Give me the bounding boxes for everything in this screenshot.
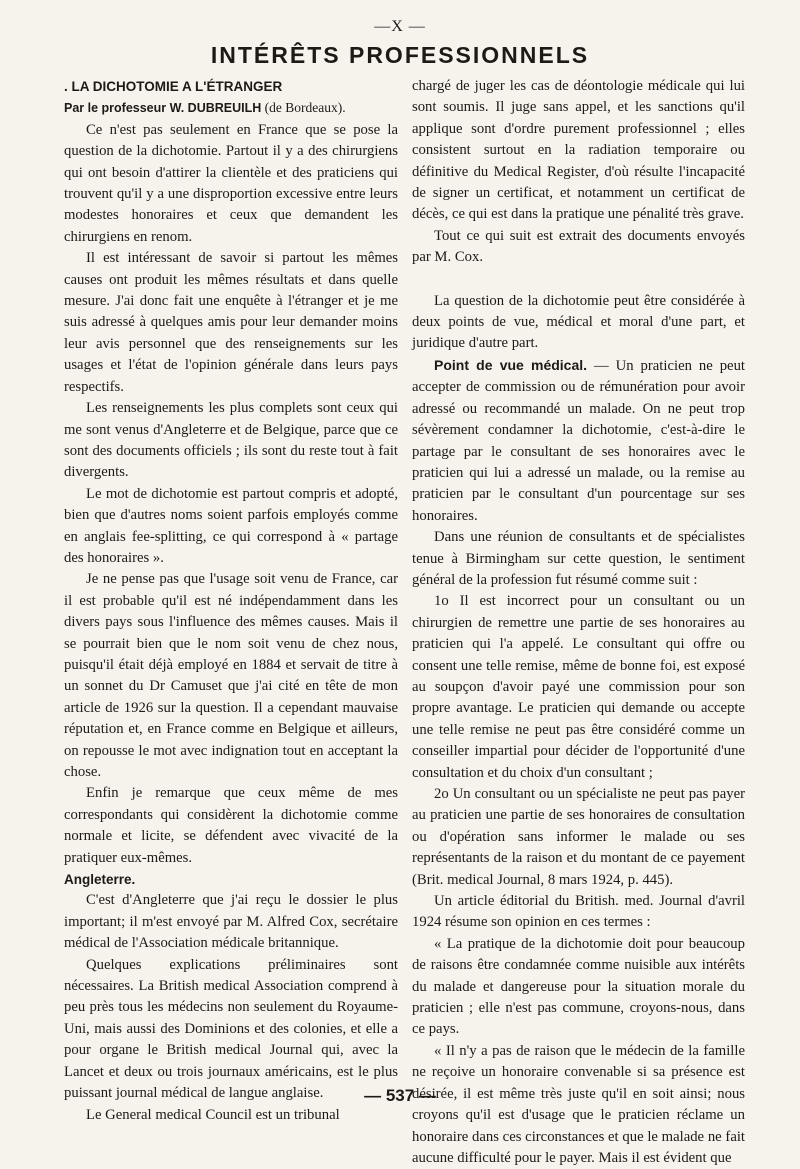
article-title: . LA DICHOTOMIE A L'ÉTRANGER [64, 79, 283, 94]
paragraph: La question de la dichotomie peut être considérée à deux points de vue, médical et moral d'une part, et juridique d'autre part. [412, 292, 745, 352]
paragraph: « La pratique de la dichotomie doit pour beaucoup de raisons être condamnée comme nuisible aux intérêts du malade et dangereuse pour la situation morale du praticien ; elle n'est pas commune, croyons-nous, dans ce pays. [412, 935, 745, 1038]
article-byline [64, 97, 398, 119]
paragraph: Quelques explications préliminaires sont nécessaires. La British medical Association comprend à peu près tous les médecins non seulement du Royaume-Uni, mais aussi des Dominions et des colonies, et elle a pour organe le British medical Journal qui, avec la Lancet et deux ou trois journaux américains, est le plus puissant journal médical de langue anglaise. [64, 956, 398, 1102]
paragraph: Je ne pense pas que l'usage soit venu de France, car il est probable qu'il est né indépendamment dans les divers pays sous l'influence des mêmes causes. Mais il se pourrait bien que le nom soit venu de chez nous, puisqu'il était déjà employé en 1884 et servait de titre à un sonnet du Dr Camuset que j'ai cité en tête de mon article de 1926 sur la question. Il a cependant mauvaise réputation et, en France comme en Belgique et ailleurs, on repousse le mot avec indignation tout en acceptant la chose. [64, 571, 398, 780]
paragraph: Le mot de dichotomie est partout compris et adopté, bien que d'autres noms soient parfois employés comme en anglais fee-splitting, ce qui correspond à « partage des honoraires ». [64, 485, 398, 566]
top-ornament: —X — [374, 18, 426, 35]
section-title: INTÉRÊTS PROFESSIONNELS [210, 42, 590, 68]
paragraph: C'est d'Angleterre que j'ai reçu le dossier le plus important; il m'est envoyé par M. Alfred Cox, secrétaire médical de l'Association médicale britannique. [64, 892, 398, 952]
section-heading-angleterre: Angleterre. [64, 872, 136, 888]
paragraph: Dans une réunion de consultants et de spécialistes tenue à Birmingham sur cette question, le sentiment général de la profession fut résumé comme suit : [412, 529, 745, 588]
paragraph: Ce n'est pas seulement en France que se pose la question de la dichotomie. Partout il y a des chirurgiens qui ont besoin d'attirer la clientèle et des praticiens qui trouvent qu'il y a une disproportion excessive entre leurs modestes honoraires et ceux que demandent les chirurgiens en renom. [64, 121, 398, 245]
paragraph: Un article éditorial du British. med. Journal d'avril 1924 résume son opinion en ces termes : [412, 893, 745, 931]
paragraph: Tout ce qui suit est extrait des documents envoyés par M. Cox. [412, 227, 745, 266]
paragraph: 1o Il est incorrect pour un consultant ou un chirurgien de remettre une partie de ses honoraires au praticien qui l'a appelé. Le consultant qui offre ou consent une telle remise, même de bonne foi, est exposé au soupçon d'avoir payé une commission pour son propre avantage. Le praticien qui demande ou accepte une telle remise ne peut pas être considéré comme un conseiller impartial pour décider de l'opportunité d'une consultation et du choix d'un consultant ; [412, 593, 745, 781]
paragraph: « Il n'y a pas de raison que le médecin de la famille ne reçoive un honoraire convenable si sa présence est désirée, il est même très juste qu'il en soit ainsi; nous croyons qu'il est d'usage que le praticien réclame un honoraire dans ces circonstances et que le malade ne fait aucune difficulté pour le payer. Mais il est évident que [412, 1042, 745, 1166]
author-name: W. DUBREUILH [169, 101, 262, 116]
left-column [64, 76, 398, 1126]
right-column [412, 76, 745, 1169]
paragraph: chargé de juger les cas de déontologie médicale qui lui sont soumis. Il juge sans appel, et les sanctions qu'il applique sont d'ordre purement professionnel ; elles consistent surtout en la radiation temporaire ou définitive du Medical Register, d'où résulte l'incapacité de signer un certificat, et notamment un certificat de décès, ce qui est dans la pratique une pénalité très grave. [412, 78, 745, 223]
point-heading: Point de vue médical. [434, 356, 588, 373]
paragraph: Il est intéressant de savoir si partout les mêmes causes ont produit les mêmes résultats et dans quelle mesure. J'ai donc fait une enquête à l'étranger et je me suis adressé à quelques amis pour leur demander moins leur avis personnel que des renseignements sur les usages et l'état de l'opinion générale dans leurs pays respectifs. [64, 250, 398, 395]
paragraph-medical-point [412, 355, 745, 527]
point-text: — Un praticien ne peut accepter de commission ou de rémunération pour avoir adressé ou recommandé un malade. On ne peut trop sévèrement condamner la dichotomie, c'est-à-dire le partage par le consultant de ses honoraires avec le praticien qui lui a adressé un malade, ou la remise au praticien par le consultant d'un pourcentage sur ses honoraires. [412, 357, 746, 524]
paragraph: Le General medical Council est un tribunal [86, 1106, 340, 1123]
byline-prefix: Par le professeur [64, 101, 170, 116]
paragraph: 2o Un consultant ou un spécialiste ne peut pas payer au praticien une partie de ses honoraires de consultation ou d'opération sans informer le malade ou ses représentants de la raison et du montant de ce payement (Brit. medical Journal, 8 mars 1924, p. 445). [412, 786, 745, 888]
paragraph: Les renseignements les plus complets sont ceux qui me sont venus d'Angleterre et de Belgique, parce que ce sont des documents officiels ; ils sont du reste tout à fait divergents. [64, 400, 398, 481]
paragraph: Enfin je remarque que ceux même de mes correspondants qui considèrent la dichotomie comme normale et licite, se défendent avec vivacité de la pratiquer eux-mêmes. [64, 785, 398, 866]
page-number: — 537 — [364, 1086, 436, 1105]
spacer [412, 269, 745, 291]
author-origin: (de Bordeaux). [261, 100, 346, 116]
